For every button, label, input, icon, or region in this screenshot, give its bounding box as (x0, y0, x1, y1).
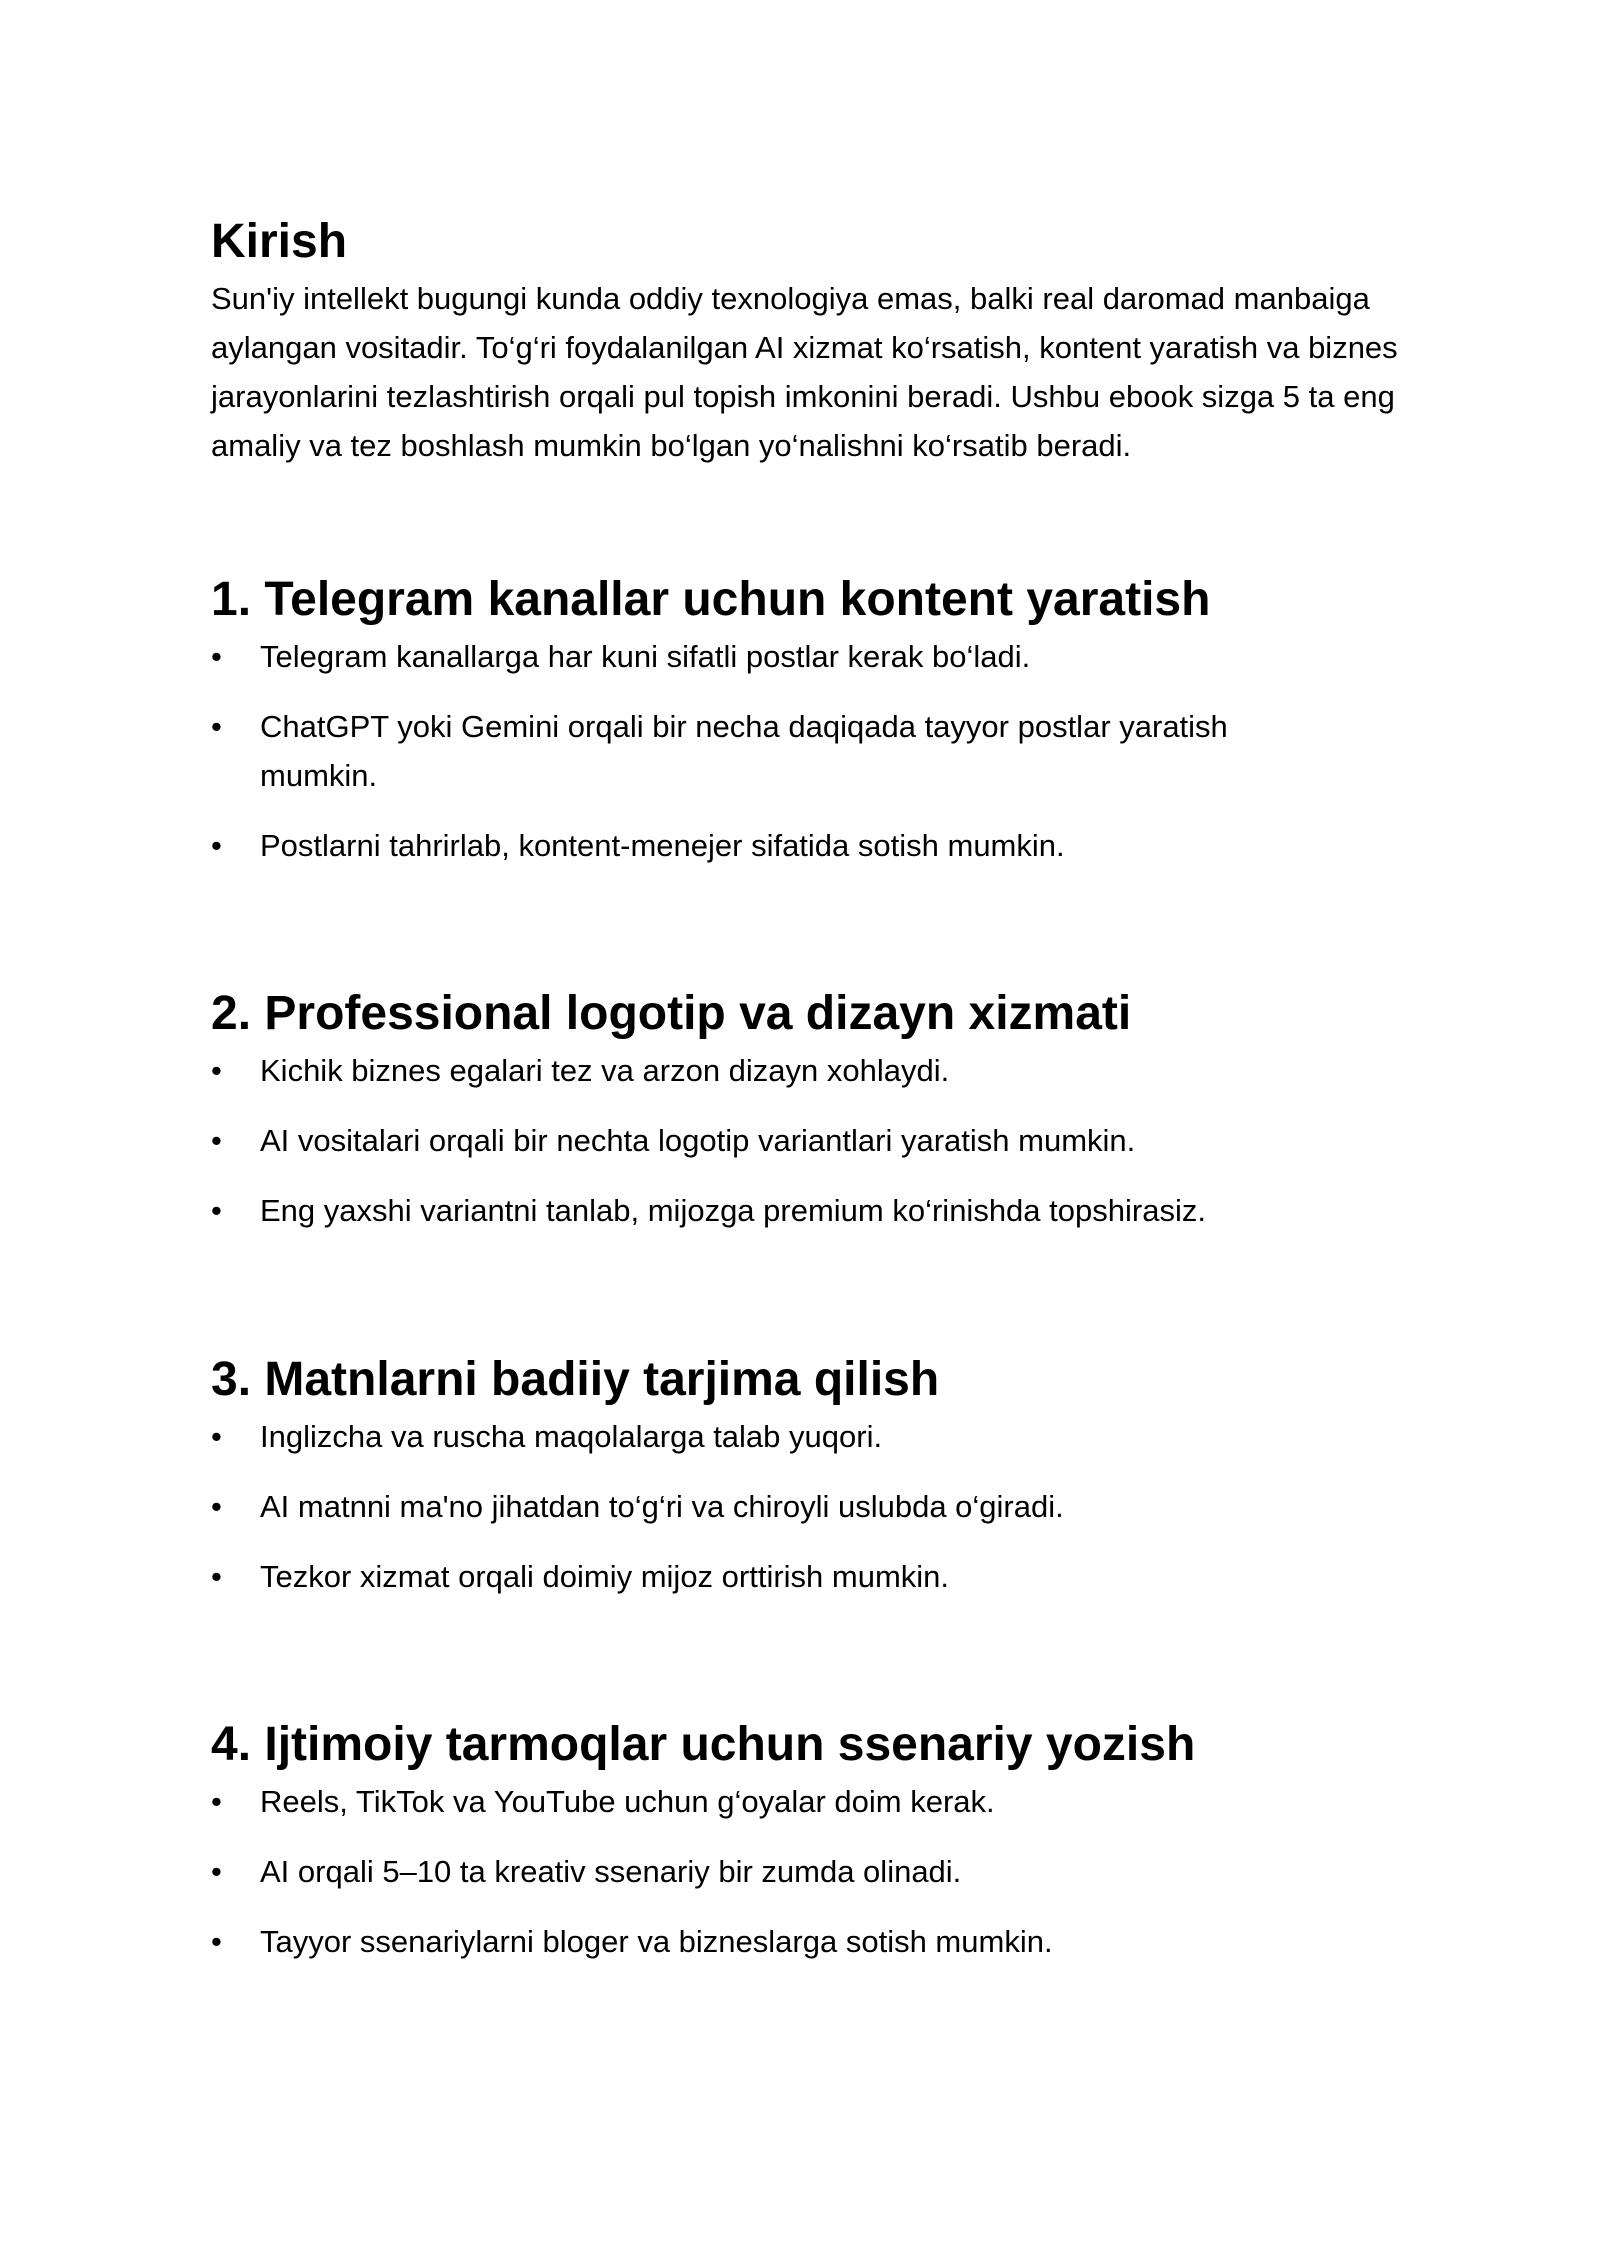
section-title: 4. Ijtimoiy tarmoqlar uchun ssenariy yozish (211, 1718, 1196, 1771)
bullet-list (211, 1412, 1411, 1601)
section-title: 3. Matnlarni badiiy tarjima qilish (211, 1353, 940, 1406)
bullet-icon: • (211, 828, 222, 863)
section-3 (211, 1348, 1411, 1622)
section-2 (211, 982, 1411, 1256)
list-item-text: AI vositalari orqali bir nechta logotip variantlari yaratish mumkin. (260, 1123, 1136, 1158)
list-item-text: Telegram kanallarga har kuni sifatli postlar kerak bo‘ladi. (260, 639, 1031, 674)
list-item-text: Kichik biznes egalari tez va arzon dizayn xohlaydi. (260, 1053, 950, 1088)
list-item (211, 1116, 1411, 1165)
bullet-list (211, 1777, 1411, 1966)
list-item-text: AI orqali 5–10 ta kreativ ssenariy bir zumda olinadi. (260, 1854, 962, 1889)
bullet-icon: • (211, 709, 222, 744)
bullet-icon: • (211, 639, 222, 674)
intro-paragraph: Sun'iy intellekt bugungi kunda oddiy texnologiya emas, balki real daromad manbaiga aylangan vositadir. To‘g‘ri foydalanilgan AI xizmat ko‘rsatish, kontent yaratish va biznes jarayonlarini tezlashtirish orqali pul topish imkonini beradi. Ushbu ebook sizga 5 ta eng amaliy va tez boshlash mumkin bo‘lgan yo‘nalishni ko‘rsatib beradi. (211, 281, 1398, 463)
bullet-icon: • (211, 1053, 222, 1088)
intro-title: Kirish (211, 215, 348, 268)
list-item-text: Inglizcha va ruscha maqolalarga talab yuqori. (260, 1419, 883, 1454)
list-item-text: Tayyor ssenariylarni bloger va bizneslarga sotish mumkin. (260, 1924, 1053, 1959)
intro-section (211, 208, 1411, 470)
list-item (211, 632, 1411, 681)
bullet-icon: • (211, 1123, 222, 1158)
bullet-list (211, 632, 1411, 870)
bullet-icon: • (211, 1419, 222, 1454)
list-item-text: AI matnni ma'no jihatdan to‘g‘ri va chiroyli uslubda o‘giradi. (260, 1489, 1064, 1524)
bullet-icon: • (211, 1784, 222, 1819)
list-item-text: Reels, TikTok va YouTube uchun g‘oyalar doim kerak. (260, 1784, 995, 1819)
list-item (211, 821, 1411, 870)
section-1 (211, 568, 1411, 891)
bullet-icon: • (211, 1559, 222, 1594)
list-item (211, 1917, 1411, 1966)
section-title: 2. Professional logotip va dizayn xizmati (211, 987, 1132, 1040)
list-item (211, 1777, 1411, 1826)
list-item (211, 1186, 1411, 1235)
bullet-icon: • (211, 1854, 222, 1889)
list-item-text: Tezkor xizmat orqali doimiy mijoz orttirish mumkin. (260, 1559, 950, 1594)
list-item (211, 1412, 1411, 1461)
list-item-text: ChatGPT yoki Gemini orqali bir necha daqiqada tayyor postlar yaratish mumkin. (260, 709, 1228, 793)
list-item (211, 1552, 1411, 1601)
list-item-text: Eng yaxshi variantni tanlab, mijozga premium ko‘rinishda topshirasiz. (260, 1193, 1206, 1228)
section-title: 1. Telegram kanallar uchun kontent yaratish (211, 573, 1211, 626)
section-4 (211, 1713, 1411, 1987)
list-item-text: Postlarni tahrirlab, kontent-menejer sifatida sotish mumkin. (260, 828, 1065, 863)
bullet-icon: • (211, 1489, 222, 1524)
bullet-icon: • (211, 1924, 222, 1959)
list-item (211, 1482, 1411, 1531)
list-item (211, 1847, 1411, 1896)
bullet-list (211, 1046, 1411, 1235)
bullet-icon: • (211, 1193, 222, 1228)
list-item (211, 1046, 1411, 1095)
list-item (211, 702, 1411, 800)
